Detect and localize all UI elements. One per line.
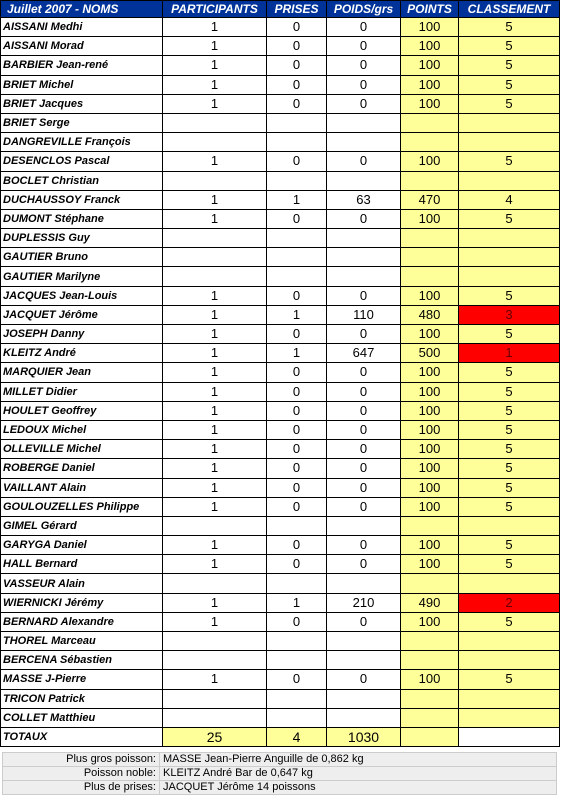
header-noms: Juillet 2007 - NOMS bbox=[1, 1, 163, 18]
participant-name: JACQUET Jérôme bbox=[1, 305, 163, 324]
points-cell: 100 bbox=[401, 363, 459, 382]
points-cell bbox=[401, 689, 459, 708]
prises-cell: 1 bbox=[267, 593, 327, 612]
participants-cell: 1 bbox=[163, 344, 267, 363]
classement-cell: 5 bbox=[459, 209, 560, 228]
participant-name: AISSANI Morad bbox=[1, 37, 163, 56]
poids-cell bbox=[327, 632, 401, 651]
participants-cell bbox=[163, 708, 267, 727]
poids-cell: 0 bbox=[327, 536, 401, 555]
points-cell bbox=[401, 229, 459, 248]
participant-name: TRICON Patrick bbox=[1, 689, 163, 708]
classement-cell bbox=[459, 689, 560, 708]
points-cell: 100 bbox=[401, 555, 459, 574]
table-row bbox=[1, 209, 560, 228]
summary-value: JACQUET Jérôme 14 poissons bbox=[160, 781, 557, 795]
points-cell: 100 bbox=[401, 536, 459, 555]
prises-cell: 0 bbox=[267, 37, 327, 56]
header-row bbox=[1, 1, 560, 18]
table-row bbox=[1, 37, 560, 56]
points-cell bbox=[401, 516, 459, 535]
participant-name: DUMONT Stéphane bbox=[1, 209, 163, 228]
classement-cell bbox=[459, 248, 560, 267]
points-cell: 470 bbox=[401, 190, 459, 209]
participant-name: BRIET Serge bbox=[1, 113, 163, 132]
points-cell: 100 bbox=[401, 56, 459, 75]
poids-cell: 0 bbox=[327, 555, 401, 574]
classement-cell bbox=[459, 632, 560, 651]
poids-cell: 63 bbox=[327, 190, 401, 209]
prises-cell: 0 bbox=[267, 536, 327, 555]
poids-cell: 0 bbox=[327, 382, 401, 401]
classement-cell: 5 bbox=[459, 440, 560, 459]
participants-cell: 1 bbox=[163, 612, 267, 631]
participant-name: OLLEVILLE Michel bbox=[1, 440, 163, 459]
participants-cell: 1 bbox=[163, 593, 267, 612]
participants-cell bbox=[163, 651, 267, 670]
poids-cell: 0 bbox=[327, 325, 401, 344]
classement-cell: 5 bbox=[459, 75, 560, 94]
participants-cell bbox=[163, 689, 267, 708]
points-cell: 100 bbox=[401, 286, 459, 305]
participants-cell: 1 bbox=[163, 440, 267, 459]
participant-name: BRIET Jacques bbox=[1, 94, 163, 113]
classement-cell: 5 bbox=[459, 37, 560, 56]
table-row bbox=[1, 171, 560, 190]
participants-cell bbox=[163, 133, 267, 152]
prises-cell: 0 bbox=[267, 209, 327, 228]
prises-cell: 0 bbox=[267, 420, 327, 439]
points-cell bbox=[401, 632, 459, 651]
classement-cell: 5 bbox=[459, 420, 560, 439]
participants-cell: 1 bbox=[163, 478, 267, 497]
participants-cell: 1 bbox=[163, 459, 267, 478]
prises-cell: 0 bbox=[267, 459, 327, 478]
totals-classement-cell bbox=[459, 727, 560, 746]
prises-cell: 0 bbox=[267, 75, 327, 94]
table-row bbox=[1, 574, 560, 593]
prises-cell: 0 bbox=[267, 56, 327, 75]
prises-cell: 1 bbox=[267, 190, 327, 209]
points-cell: 100 bbox=[401, 612, 459, 631]
points-cell: 100 bbox=[401, 670, 459, 689]
table-row bbox=[1, 497, 560, 516]
participant-name: DUCHAUSSOY Franck bbox=[1, 190, 163, 209]
prises-cell: 0 bbox=[267, 497, 327, 516]
points-cell bbox=[401, 113, 459, 132]
participant-name: BARBIER Jean-rené bbox=[1, 56, 163, 75]
prises-cell: 0 bbox=[267, 670, 327, 689]
poids-cell: 0 bbox=[327, 75, 401, 94]
summary-value: KLEITZ André Bar de 0,647 kg bbox=[160, 767, 557, 781]
classement-cell: 2 bbox=[459, 593, 560, 612]
points-cell: 480 bbox=[401, 305, 459, 324]
classement-cell: 5 bbox=[459, 382, 560, 401]
participant-name: BOCLET Christian bbox=[1, 171, 163, 190]
participants-cell: 1 bbox=[163, 670, 267, 689]
table-row bbox=[1, 440, 560, 459]
classement-cell bbox=[459, 133, 560, 152]
points-cell: 490 bbox=[401, 593, 459, 612]
classement-cell bbox=[459, 651, 560, 670]
classement-cell bbox=[459, 113, 560, 132]
participants-cell: 1 bbox=[163, 401, 267, 420]
poids-cell: 0 bbox=[327, 18, 401, 37]
totals-row bbox=[1, 727, 560, 746]
table-row bbox=[1, 555, 560, 574]
points-cell: 500 bbox=[401, 344, 459, 363]
classement-cell: 5 bbox=[459, 612, 560, 631]
classement-cell: 5 bbox=[459, 670, 560, 689]
classement-cell: 5 bbox=[459, 152, 560, 171]
poids-cell: 0 bbox=[327, 37, 401, 56]
participants-cell: 1 bbox=[163, 497, 267, 516]
totals-label: TOTAUX bbox=[1, 727, 163, 746]
classement-cell: 5 bbox=[459, 18, 560, 37]
totals-points-cell bbox=[401, 727, 459, 746]
totals-participants: 25 bbox=[163, 727, 267, 746]
participant-name: GAUTIER Bruno bbox=[1, 248, 163, 267]
participants-cell bbox=[163, 229, 267, 248]
poids-cell bbox=[327, 516, 401, 535]
prises-cell: 0 bbox=[267, 401, 327, 420]
participants-cell: 1 bbox=[163, 209, 267, 228]
participants-cell: 1 bbox=[163, 555, 267, 574]
participant-name: COLLET Matthieu bbox=[1, 708, 163, 727]
prises-cell bbox=[267, 689, 327, 708]
prises-cell bbox=[267, 574, 327, 593]
points-cell: 100 bbox=[401, 420, 459, 439]
prises-cell: 0 bbox=[267, 440, 327, 459]
participants-cell: 1 bbox=[163, 94, 267, 113]
classement-cell bbox=[459, 574, 560, 593]
participant-name: LEDOUX Michel bbox=[1, 420, 163, 439]
table-row bbox=[1, 382, 560, 401]
participant-name: HOULET Geoffrey bbox=[1, 401, 163, 420]
points-cell bbox=[401, 133, 459, 152]
poids-cell: 110 bbox=[327, 305, 401, 324]
classement-cell: 5 bbox=[459, 94, 560, 113]
participants-cell bbox=[163, 574, 267, 593]
poids-cell bbox=[327, 229, 401, 248]
classement-cell bbox=[459, 229, 560, 248]
poids-cell bbox=[327, 708, 401, 727]
participant-name: DANGREVILLE François bbox=[1, 133, 163, 152]
table-row bbox=[1, 325, 560, 344]
points-cell: 100 bbox=[401, 325, 459, 344]
participant-name: MASSE J-Pierre bbox=[1, 670, 163, 689]
summary-row bbox=[3, 781, 557, 795]
points-cell bbox=[401, 574, 459, 593]
classement-cell: 5 bbox=[459, 478, 560, 497]
points-cell bbox=[401, 651, 459, 670]
classement-cell: 5 bbox=[459, 363, 560, 382]
participant-name: GARYGA Daniel bbox=[1, 536, 163, 555]
table-row bbox=[1, 344, 560, 363]
classement-cell: 3 bbox=[459, 305, 560, 324]
table-body bbox=[1, 18, 560, 728]
participant-name: GIMEL Gérard bbox=[1, 516, 163, 535]
prises-cell: 0 bbox=[267, 555, 327, 574]
participant-name: GOULOUZELLES Philippe bbox=[1, 497, 163, 516]
participant-name: BERCENA Sébastien bbox=[1, 651, 163, 670]
classement-cell bbox=[459, 516, 560, 535]
summary-label: Plus gros poisson: bbox=[3, 753, 160, 767]
participant-name: WIERNICKI Jérémy bbox=[1, 593, 163, 612]
prises-cell: 0 bbox=[267, 286, 327, 305]
table-row bbox=[1, 612, 560, 631]
table-row bbox=[1, 459, 560, 478]
prises-cell bbox=[267, 651, 327, 670]
participants-cell bbox=[163, 113, 267, 132]
table-row bbox=[1, 133, 560, 152]
summary-table bbox=[2, 752, 557, 795]
table-row bbox=[1, 267, 560, 286]
poids-cell bbox=[327, 574, 401, 593]
summary-value: MASSE Jean-Pierre Anguille de 0,862 kg bbox=[160, 753, 557, 767]
summary-label: Poisson noble: bbox=[3, 767, 160, 781]
classement-cell bbox=[459, 708, 560, 727]
poids-cell: 0 bbox=[327, 612, 401, 631]
poids-cell: 0 bbox=[327, 56, 401, 75]
prises-cell: 0 bbox=[267, 18, 327, 37]
participant-name: ROBERGE Daniel bbox=[1, 459, 163, 478]
header-classement: CLASSEMENT bbox=[459, 1, 560, 18]
header-prises: PRISES bbox=[267, 1, 327, 18]
prises-cell: 1 bbox=[267, 344, 327, 363]
participants-cell bbox=[163, 632, 267, 651]
poids-cell bbox=[327, 133, 401, 152]
poids-cell: 0 bbox=[327, 420, 401, 439]
poids-cell: 210 bbox=[327, 593, 401, 612]
points-cell: 100 bbox=[401, 75, 459, 94]
table-row bbox=[1, 286, 560, 305]
participants-cell: 1 bbox=[163, 37, 267, 56]
totals-poids: 1030 bbox=[327, 727, 401, 746]
prises-cell bbox=[267, 133, 327, 152]
table-row bbox=[1, 229, 560, 248]
poids-cell bbox=[327, 171, 401, 190]
table-row bbox=[1, 248, 560, 267]
poids-cell: 0 bbox=[327, 401, 401, 420]
poids-cell bbox=[327, 267, 401, 286]
participant-name: DESENCLOS Pascal bbox=[1, 152, 163, 171]
points-cell: 100 bbox=[401, 37, 459, 56]
classement-cell bbox=[459, 267, 560, 286]
points-cell bbox=[401, 171, 459, 190]
classement-cell bbox=[459, 171, 560, 190]
poids-cell: 0 bbox=[327, 670, 401, 689]
poids-cell bbox=[327, 689, 401, 708]
table-row bbox=[1, 18, 560, 37]
participants-cell: 1 bbox=[163, 382, 267, 401]
participants-cell: 1 bbox=[163, 18, 267, 37]
prises-cell bbox=[267, 113, 327, 132]
participants-cell: 1 bbox=[163, 363, 267, 382]
table-row bbox=[1, 516, 560, 535]
points-cell bbox=[401, 267, 459, 286]
points-cell: 100 bbox=[401, 18, 459, 37]
poids-cell: 0 bbox=[327, 478, 401, 497]
participants-cell: 1 bbox=[163, 152, 267, 171]
table-row bbox=[1, 420, 560, 439]
points-cell: 100 bbox=[401, 94, 459, 113]
table-row bbox=[1, 152, 560, 171]
points-cell: 100 bbox=[401, 440, 459, 459]
table-row bbox=[1, 478, 560, 497]
table-row bbox=[1, 593, 560, 612]
prises-cell bbox=[267, 248, 327, 267]
prises-cell bbox=[267, 632, 327, 651]
participant-name: MILLET Didier bbox=[1, 382, 163, 401]
poids-cell: 0 bbox=[327, 152, 401, 171]
prises-cell: 0 bbox=[267, 612, 327, 631]
classement-cell: 5 bbox=[459, 536, 560, 555]
poids-cell bbox=[327, 248, 401, 267]
classement-cell: 4 bbox=[459, 190, 560, 209]
participants-cell bbox=[163, 267, 267, 286]
prises-cell: 0 bbox=[267, 478, 327, 497]
points-cell: 100 bbox=[401, 459, 459, 478]
poids-cell: 0 bbox=[327, 363, 401, 382]
participant-name: MARQUIER Jean bbox=[1, 363, 163, 382]
table-row bbox=[1, 708, 560, 727]
participant-name: JACQUES Jean-Louis bbox=[1, 286, 163, 305]
header-participants: PARTICIPANTS bbox=[163, 1, 267, 18]
points-cell: 100 bbox=[401, 401, 459, 420]
poids-cell: 0 bbox=[327, 440, 401, 459]
classement-cell: 5 bbox=[459, 497, 560, 516]
header-points: POINTS bbox=[401, 1, 459, 18]
table-row bbox=[1, 651, 560, 670]
classement-cell: 5 bbox=[459, 286, 560, 305]
table-row bbox=[1, 363, 560, 382]
participants-cell: 1 bbox=[163, 325, 267, 344]
participants-cell: 1 bbox=[163, 536, 267, 555]
points-cell: 100 bbox=[401, 497, 459, 516]
table-row bbox=[1, 670, 560, 689]
table-row bbox=[1, 305, 560, 324]
table-row bbox=[1, 401, 560, 420]
classement-cell: 5 bbox=[459, 459, 560, 478]
points-cell bbox=[401, 708, 459, 727]
prises-cell bbox=[267, 267, 327, 286]
participants-cell bbox=[163, 248, 267, 267]
participants-cell bbox=[163, 516, 267, 535]
participants-cell: 1 bbox=[163, 286, 267, 305]
participant-name: HALL Bernard bbox=[1, 555, 163, 574]
prises-cell: 0 bbox=[267, 382, 327, 401]
header-poids: POIDS/grs bbox=[327, 1, 401, 18]
table-row bbox=[1, 113, 560, 132]
poids-cell bbox=[327, 651, 401, 670]
participant-name: VAILLANT Alain bbox=[1, 478, 163, 497]
prises-cell: 0 bbox=[267, 325, 327, 344]
poids-cell: 0 bbox=[327, 94, 401, 113]
prises-cell bbox=[267, 229, 327, 248]
participant-name: KLEITZ André bbox=[1, 344, 163, 363]
prises-cell: 0 bbox=[267, 363, 327, 382]
participants-cell bbox=[163, 171, 267, 190]
classement-cell: 5 bbox=[459, 401, 560, 420]
prises-cell: 0 bbox=[267, 94, 327, 113]
participant-name: VASSEUR Alain bbox=[1, 574, 163, 593]
participants-cell: 1 bbox=[163, 420, 267, 439]
classement-cell: 5 bbox=[459, 56, 560, 75]
prises-cell: 0 bbox=[267, 152, 327, 171]
points-cell: 100 bbox=[401, 382, 459, 401]
participants-cell: 1 bbox=[163, 56, 267, 75]
poids-cell bbox=[327, 113, 401, 132]
summary-label: Plus de prises: bbox=[3, 781, 160, 795]
participants-cell: 1 bbox=[163, 190, 267, 209]
table-row bbox=[1, 190, 560, 209]
poids-cell: 0 bbox=[327, 286, 401, 305]
prises-cell bbox=[267, 516, 327, 535]
prises-cell: 1 bbox=[267, 305, 327, 324]
participant-name: JOSEPH Danny bbox=[1, 325, 163, 344]
poids-cell: 0 bbox=[327, 459, 401, 478]
table-row bbox=[1, 75, 560, 94]
points-cell: 100 bbox=[401, 478, 459, 497]
summary-row bbox=[3, 753, 557, 767]
points-cell: 100 bbox=[401, 152, 459, 171]
poids-cell: 0 bbox=[327, 497, 401, 516]
table-row bbox=[1, 689, 560, 708]
participants-cell: 1 bbox=[163, 305, 267, 324]
classement-cell: 5 bbox=[459, 555, 560, 574]
classement-cell: 1 bbox=[459, 344, 560, 363]
table-row bbox=[1, 536, 560, 555]
points-cell bbox=[401, 248, 459, 267]
classement-cell: 5 bbox=[459, 325, 560, 344]
poids-cell: 0 bbox=[327, 209, 401, 228]
points-cell: 100 bbox=[401, 209, 459, 228]
summary-row bbox=[3, 767, 557, 781]
prises-cell bbox=[267, 171, 327, 190]
participant-name: GAUTIER Marilyne bbox=[1, 267, 163, 286]
participant-name: DUPLESSIS Guy bbox=[1, 229, 163, 248]
participant-name: BRIET Michel bbox=[1, 75, 163, 94]
participant-name: THOREL Marceau bbox=[1, 632, 163, 651]
prises-cell bbox=[267, 708, 327, 727]
table-row bbox=[1, 56, 560, 75]
table-row bbox=[1, 632, 560, 651]
participants-cell: 1 bbox=[163, 75, 267, 94]
table-row bbox=[1, 94, 560, 113]
participant-name: BERNARD Alexandre bbox=[1, 612, 163, 631]
poids-cell: 647 bbox=[327, 344, 401, 363]
totals-prises: 4 bbox=[267, 727, 327, 746]
participant-name: AISSANI Medhi bbox=[1, 18, 163, 37]
